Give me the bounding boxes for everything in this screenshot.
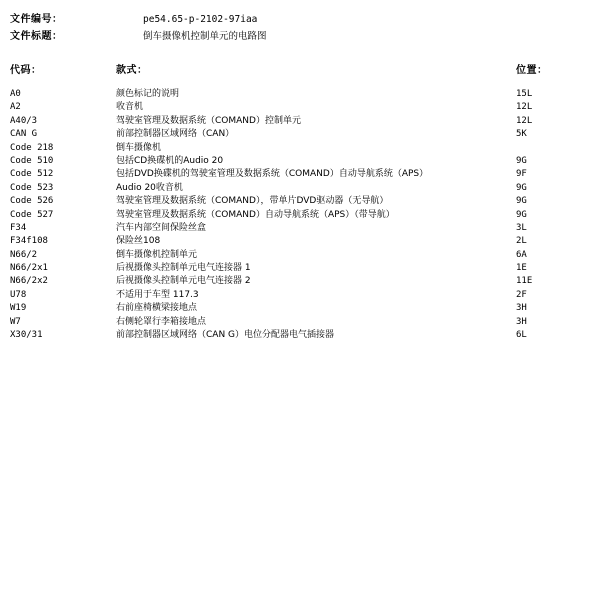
- table-row: [0, 249, 606, 262]
- row-position: 9G: [516, 155, 527, 166]
- table-row: [0, 168, 606, 181]
- table-row: [0, 329, 606, 342]
- table-row: [0, 316, 606, 329]
- row-position: 1E: [516, 263, 527, 274]
- row-code: Code 523: [10, 182, 54, 193]
- row-code: N66/2x2: [10, 276, 48, 287]
- row-code: N66/2: [10, 249, 38, 260]
- table-row: [0, 88, 606, 101]
- table-row: [0, 115, 606, 128]
- row-code: N66/2x1: [10, 263, 48, 274]
- row-position: 3H: [516, 303, 527, 314]
- table-row: [0, 195, 606, 208]
- row-description: 保险丝108: [116, 236, 161, 247]
- row-code: W19: [10, 303, 27, 314]
- row-description: Audio 20收音机: [116, 182, 183, 193]
- row-description: 前部控制器区域网络（CAN）: [116, 129, 235, 140]
- row-code: U78: [10, 289, 27, 300]
- row-code: X30/31: [10, 330, 43, 341]
- row-position: 9G: [516, 209, 527, 220]
- row-position: 3H: [516, 316, 527, 327]
- table-row: [0, 182, 606, 195]
- table-row: [0, 235, 606, 248]
- row-description: 驾驶室管理及数据系统（COMAND）自动导航系统（APS）（带导航）: [116, 209, 395, 220]
- row-code: A2: [10, 102, 21, 113]
- row-description: 包括DVD换碟机的驾驶室管理及数据系统（COMAND）自动导航系统（APS）: [116, 169, 429, 180]
- row-code: Code 526: [10, 196, 54, 207]
- row-position: 9G: [516, 182, 527, 193]
- row-position: 2F: [516, 289, 527, 300]
- row-code: F34: [10, 222, 27, 233]
- table-row: [0, 155, 606, 168]
- row-description: 驾驶室管理及数据系统（COMAND），带单片DVD驱动器（无导航）: [116, 196, 389, 207]
- row-code: A40/3: [10, 115, 38, 126]
- file-title-label: 文件标题：: [10, 31, 63, 42]
- row-description: 驾驶室管理及数据系统（COMAND）控制单元: [116, 115, 301, 126]
- row-description: 前部控制器区域网络（CAN G）电位分配器电气插接器: [116, 330, 335, 341]
- row-position: 11E: [516, 276, 533, 287]
- row-position: 9G: [516, 196, 527, 207]
- row-code: F34f108: [10, 236, 48, 247]
- row-description: 倒车摄像机控制单元: [116, 249, 198, 260]
- row-position: 12L: [516, 102, 533, 113]
- table-row: [0, 262, 606, 275]
- row-description: 右侧轮罩行李箱接地点: [116, 316, 207, 327]
- row-code: CAN G: [10, 129, 38, 140]
- table-row: [0, 128, 606, 141]
- row-code: Code 218: [10, 142, 54, 153]
- file-title-value: 倒车摄像机控制单元的电路图: [143, 31, 267, 42]
- row-description: 倒车摄像机: [116, 142, 162, 153]
- row-code: Code 510: [10, 155, 54, 166]
- row-description: 右前座椅横梁接地点: [116, 303, 198, 314]
- file-number-label: 文件编号：: [10, 14, 63, 25]
- row-position: 6L: [516, 330, 527, 341]
- table-row: [0, 142, 606, 155]
- row-description: 颜色标记的说明: [116, 89, 180, 99]
- row-position: 2L: [516, 236, 527, 247]
- table-row: [0, 289, 606, 302]
- component-table: [0, 88, 606, 342]
- row-position: 5K: [516, 129, 527, 140]
- row-code: W7: [10, 316, 21, 327]
- table-row: [0, 222, 606, 235]
- table-header: [0, 64, 606, 78]
- row-code: Code 512: [10, 169, 54, 180]
- row-position: 9F: [516, 169, 527, 180]
- row-description: 后视摄像头控制单元电气连接器 1: [116, 263, 251, 274]
- row-code: A0: [10, 89, 21, 99]
- row-description: 包括CD换碟机的Audio 20: [116, 155, 224, 166]
- row-description: 汽车内部空间保险丝盒: [116, 222, 207, 233]
- row-position: 12L: [516, 115, 533, 126]
- row-position: 3L: [516, 222, 527, 233]
- row-code: Code 527: [10, 209, 54, 220]
- table-row: [0, 101, 606, 114]
- table-row: [0, 275, 606, 288]
- row-description: 后视摄像头控制单元电气连接器 2: [116, 276, 251, 287]
- row-position: 6A: [516, 249, 527, 260]
- table-row: [0, 302, 606, 315]
- header-code: 代码：: [10, 65, 42, 76]
- row-position: 15L: [516, 89, 533, 99]
- row-description: 不适用于车型 117.3: [116, 289, 199, 300]
- header-style: 款式：: [116, 65, 148, 76]
- row-description: 收音机: [116, 102, 144, 113]
- table-row: [0, 209, 606, 222]
- file-number-value: pe54.65-p-2102-97iaa: [143, 14, 258, 25]
- header-position: 位置：: [516, 65, 548, 76]
